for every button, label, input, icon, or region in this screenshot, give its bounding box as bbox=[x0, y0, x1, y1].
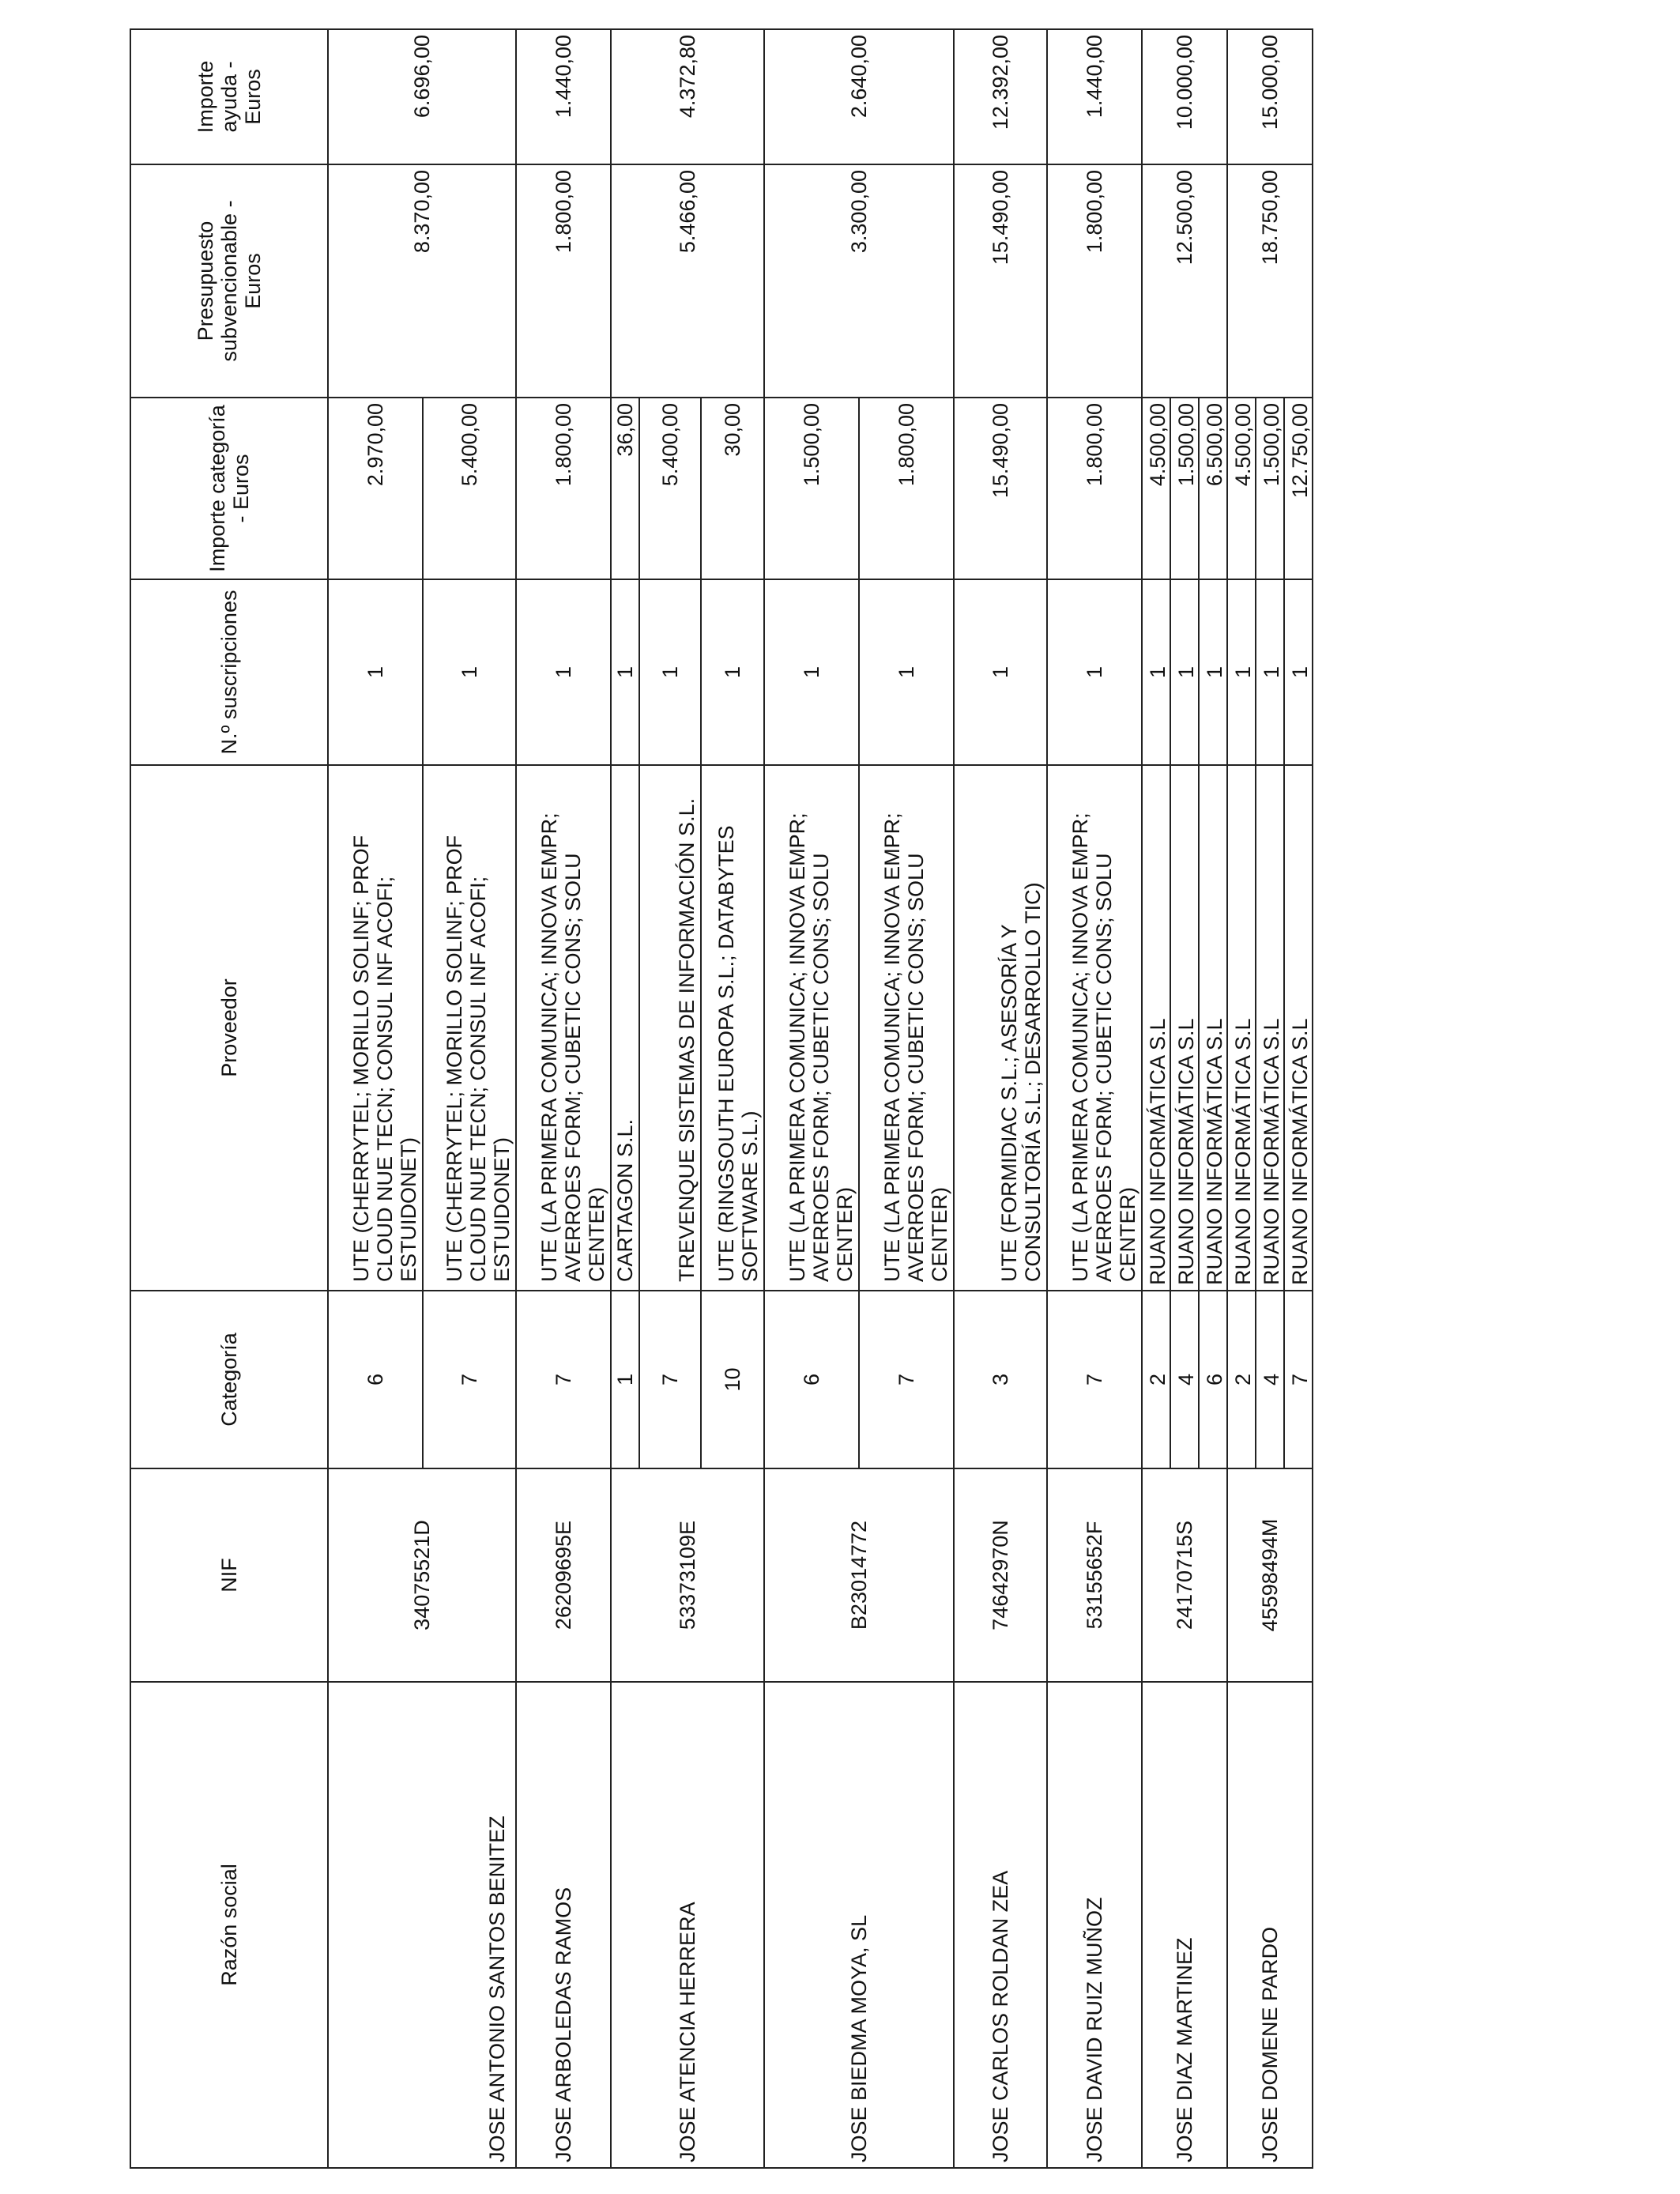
importe-categoria-cell: 4.500,00 bbox=[1142, 398, 1170, 579]
importe-categoria-cell: 1.800,00 bbox=[516, 398, 611, 579]
suscripciones-cell: 1 bbox=[859, 579, 954, 765]
proveedor-cell: RUANO INFORMÁTICA S.L bbox=[1199, 765, 1227, 1291]
nif-cell: B23014772 bbox=[764, 1468, 954, 1682]
razon-social-cell: JOSE BIEDMA MOYA, SL bbox=[764, 1682, 954, 2168]
presupuesto-cell: 18.750,00 bbox=[1227, 164, 1313, 398]
suscripciones-cell: 1 bbox=[1170, 579, 1199, 765]
razon-social-cell: JOSE ARBOLEDAS RAMOS bbox=[516, 1682, 611, 2168]
categoria-cell: 1 bbox=[611, 1291, 639, 1468]
importe-ayuda-cell: 1.440,00 bbox=[1047, 29, 1142, 164]
categoria-cell: 2 bbox=[1227, 1291, 1256, 1468]
proveedor-cell: UTE (RINGSOUTH EUROPA S.L.; DATABYTES SOFTWARE S.L.) bbox=[701, 765, 764, 1291]
header-proveedor: Proveedor bbox=[130, 765, 328, 1291]
razon-social-cell: JOSE ATENCIA HERRERA bbox=[611, 1682, 764, 2168]
importe-ayuda-cell: 4.372,80 bbox=[611, 29, 764, 164]
suscripciones-cell: 1 bbox=[423, 579, 516, 765]
suscripciones-cell: 1 bbox=[1199, 579, 1227, 765]
table-row bbox=[1047, 29, 1142, 2168]
suscripciones-cell: 1 bbox=[1256, 579, 1284, 765]
razon-social-cell: JOSE DOMENE PARDO bbox=[1227, 1682, 1313, 2168]
proveedor-cell: UTE (LA PRIMERA COMUNICA; INNOVA EMPR; AVERROES FORM; CUBETIC CONS; SOLU CENTER) bbox=[516, 765, 611, 1291]
importe-categoria-cell: 12.750,00 bbox=[1284, 398, 1313, 579]
categoria-cell: 6 bbox=[1199, 1291, 1227, 1468]
nif-cell: 74642970N bbox=[954, 1468, 1047, 1682]
razon-social-cell: JOSE DIAZ MARTINEZ bbox=[1142, 1682, 1227, 2168]
importe-categoria-cell: 1.500,00 bbox=[764, 398, 859, 579]
suscripciones-cell: 1 bbox=[764, 579, 859, 765]
suscripciones-cell: 1 bbox=[639, 579, 701, 765]
presupuesto-cell: 5.466,00 bbox=[611, 164, 764, 398]
importe-ayuda-cell: 6.696,00 bbox=[328, 29, 516, 164]
importe-categoria-cell: 36,00 bbox=[611, 398, 639, 579]
proveedor-cell: UTE (CHERRYTEL; MORILLO SOLINF; PROF CLOUD NUE TECN; CONSUL INF ACOFI; ESTUIDONET) bbox=[423, 765, 516, 1291]
proveedor-cell: RUANO INFORMÁTICA S.L bbox=[1284, 765, 1313, 1291]
categoria-cell: 7 bbox=[1284, 1291, 1313, 1468]
categoria-cell: 7 bbox=[639, 1291, 701, 1468]
suscripciones-cell: 1 bbox=[954, 579, 1047, 765]
proveedor-cell: CARTAGON S.L. bbox=[611, 765, 639, 1291]
presupuesto-cell: 12.500,00 bbox=[1142, 164, 1227, 398]
importe-categoria-cell: 1.800,00 bbox=[859, 398, 954, 579]
importe-categoria-cell: 15.490,00 bbox=[954, 398, 1047, 579]
importe-categoria-cell: 5.400,00 bbox=[423, 398, 516, 579]
importe-categoria-cell: 4.500,00 bbox=[1227, 398, 1256, 579]
suscripciones-cell: 1 bbox=[611, 579, 639, 765]
presupuesto-cell: 1.800,00 bbox=[1047, 164, 1142, 398]
header-nif: NIF bbox=[130, 1468, 328, 1682]
importe-categoria-cell: 1.500,00 bbox=[1256, 398, 1284, 579]
proveedor-cell: RUANO INFORMÁTICA S.L bbox=[1227, 765, 1256, 1291]
suscripciones-cell: 1 bbox=[1047, 579, 1142, 765]
importe-ayuda-cell: 15.000,00 bbox=[1227, 29, 1313, 164]
nif-cell: 53373109E bbox=[611, 1468, 764, 1682]
categoria-cell: 10 bbox=[701, 1291, 764, 1468]
importe-ayuda-cell: 1.440,00 bbox=[516, 29, 611, 164]
importe-categoria-cell: 2.970,00 bbox=[328, 398, 423, 579]
razon-social-cell: JOSE CARLOS ROLDAN ZEA bbox=[954, 1682, 1047, 2168]
categoria-cell: 7 bbox=[516, 1291, 611, 1468]
categoria-cell: 4 bbox=[1256, 1291, 1284, 1468]
header-row bbox=[130, 29, 328, 2168]
importe-categoria-cell: 5.400,00 bbox=[639, 398, 701, 579]
proveedor-cell: UTE (FORMIDIAC S.L.; ASESORÍA Y CONSULTORÍA S.L.; DESARROLLO TIC) bbox=[954, 765, 1047, 1291]
suscripciones-cell: 1 bbox=[1142, 579, 1170, 765]
importe-ayuda-cell: 2.640,00 bbox=[764, 29, 954, 164]
nif-cell: 45598494M bbox=[1227, 1468, 1313, 1682]
importe-ayuda-cell: 10.000,00 bbox=[1142, 29, 1227, 164]
razon-social-cell: JOSE DAVID RUIZ MUÑOZ bbox=[1047, 1682, 1142, 2168]
presupuesto-cell: 15.490,00 bbox=[954, 164, 1047, 398]
presupuesto-cell: 1.800,00 bbox=[516, 164, 611, 398]
header-razon-social: Razón social bbox=[130, 1682, 328, 2168]
proveedor-cell: TREVENQUE SISTEMAS DE INFORMACIÓN S.L. bbox=[639, 765, 701, 1291]
razon-social-cell: JOSE ANTONIO SANTOS BENITEZ bbox=[328, 1682, 516, 2168]
table-row bbox=[328, 29, 423, 2168]
nif-cell: 53155652F bbox=[1047, 1468, 1142, 1682]
proveedor-cell: RUANO INFORMÁTICA S.L bbox=[1142, 765, 1170, 1291]
suscripciones-cell: 1 bbox=[516, 579, 611, 765]
table-row bbox=[1227, 29, 1256, 2168]
table-row bbox=[516, 29, 611, 2168]
table-row bbox=[954, 29, 1047, 2168]
categoria-cell: 7 bbox=[859, 1291, 954, 1468]
suscripciones-cell: 1 bbox=[701, 579, 764, 765]
table-row bbox=[611, 29, 639, 2168]
proveedor-cell: RUANO INFORMÁTICA S.L bbox=[1256, 765, 1284, 1291]
suscripciones-cell: 1 bbox=[1284, 579, 1313, 765]
categoria-cell: 6 bbox=[328, 1291, 423, 1468]
header-importe-categoria: Importe categoría - Euros bbox=[130, 398, 328, 579]
suscripciones-cell: 1 bbox=[328, 579, 423, 765]
categoria-cell: 3 bbox=[954, 1291, 1047, 1468]
beneficiaries-table bbox=[130, 28, 1313, 2169]
nif-cell: 34075521D bbox=[328, 1468, 516, 1682]
suscripciones-cell: 1 bbox=[1227, 579, 1256, 765]
categoria-cell: 2 bbox=[1142, 1291, 1170, 1468]
header-categoria: Categoría bbox=[130, 1291, 328, 1468]
importe-categoria-cell: 6.500,00 bbox=[1199, 398, 1227, 579]
categoria-cell: 7 bbox=[423, 1291, 516, 1468]
proveedor-cell: UTE (LA PRIMERA COMUNICA; INNOVA EMPR; AVERROES FORM; CUBETIC CONS; SOLU CENTER) bbox=[764, 765, 859, 1291]
categoria-cell: 7 bbox=[1047, 1291, 1142, 1468]
importe-categoria-cell: 1.500,00 bbox=[1170, 398, 1199, 579]
nif-cell: 24170715S bbox=[1142, 1468, 1227, 1682]
table-row bbox=[1142, 29, 1170, 2168]
presupuesto-cell: 3.300,00 bbox=[764, 164, 954, 398]
importe-categoria-cell: 1.800,00 bbox=[1047, 398, 1142, 579]
nif-cell: 26209695E bbox=[516, 1468, 611, 1682]
header-suscripciones: N.º suscripciones bbox=[130, 579, 328, 765]
proveedor-cell: UTE (LA PRIMERA COMUNICA; INNOVA EMPR; AVERROES FORM; CUBETIC CONS; SOLU CENTER) bbox=[1047, 765, 1142, 1291]
header-importe-ayuda: Importe ayuda - Euros bbox=[130, 29, 328, 164]
table-row bbox=[764, 29, 859, 2168]
proveedor-cell: UTE (LA PRIMERA COMUNICA; INNOVA EMPR; AVERROES FORM; CUBETIC CONS; SOLU CENTER) bbox=[859, 765, 954, 1291]
importe-categoria-cell: 30,00 bbox=[701, 398, 764, 579]
proveedor-cell: UTE (CHERRYTEL; MORILLO SOLINF; PROF CLOUD NUE TECN; CONSUL INF ACOFI; ESTUIDONET) bbox=[328, 765, 423, 1291]
proveedor-cell: RUANO INFORMÁTICA S.L bbox=[1170, 765, 1199, 1291]
header-presupuesto: Presupuesto subvencionable - Euros bbox=[130, 164, 328, 398]
importe-ayuda-cell: 12.392,00 bbox=[954, 29, 1047, 164]
presupuesto-cell: 8.370,00 bbox=[328, 164, 516, 398]
categoria-cell: 4 bbox=[1170, 1291, 1199, 1468]
categoria-cell: 6 bbox=[764, 1291, 859, 1468]
